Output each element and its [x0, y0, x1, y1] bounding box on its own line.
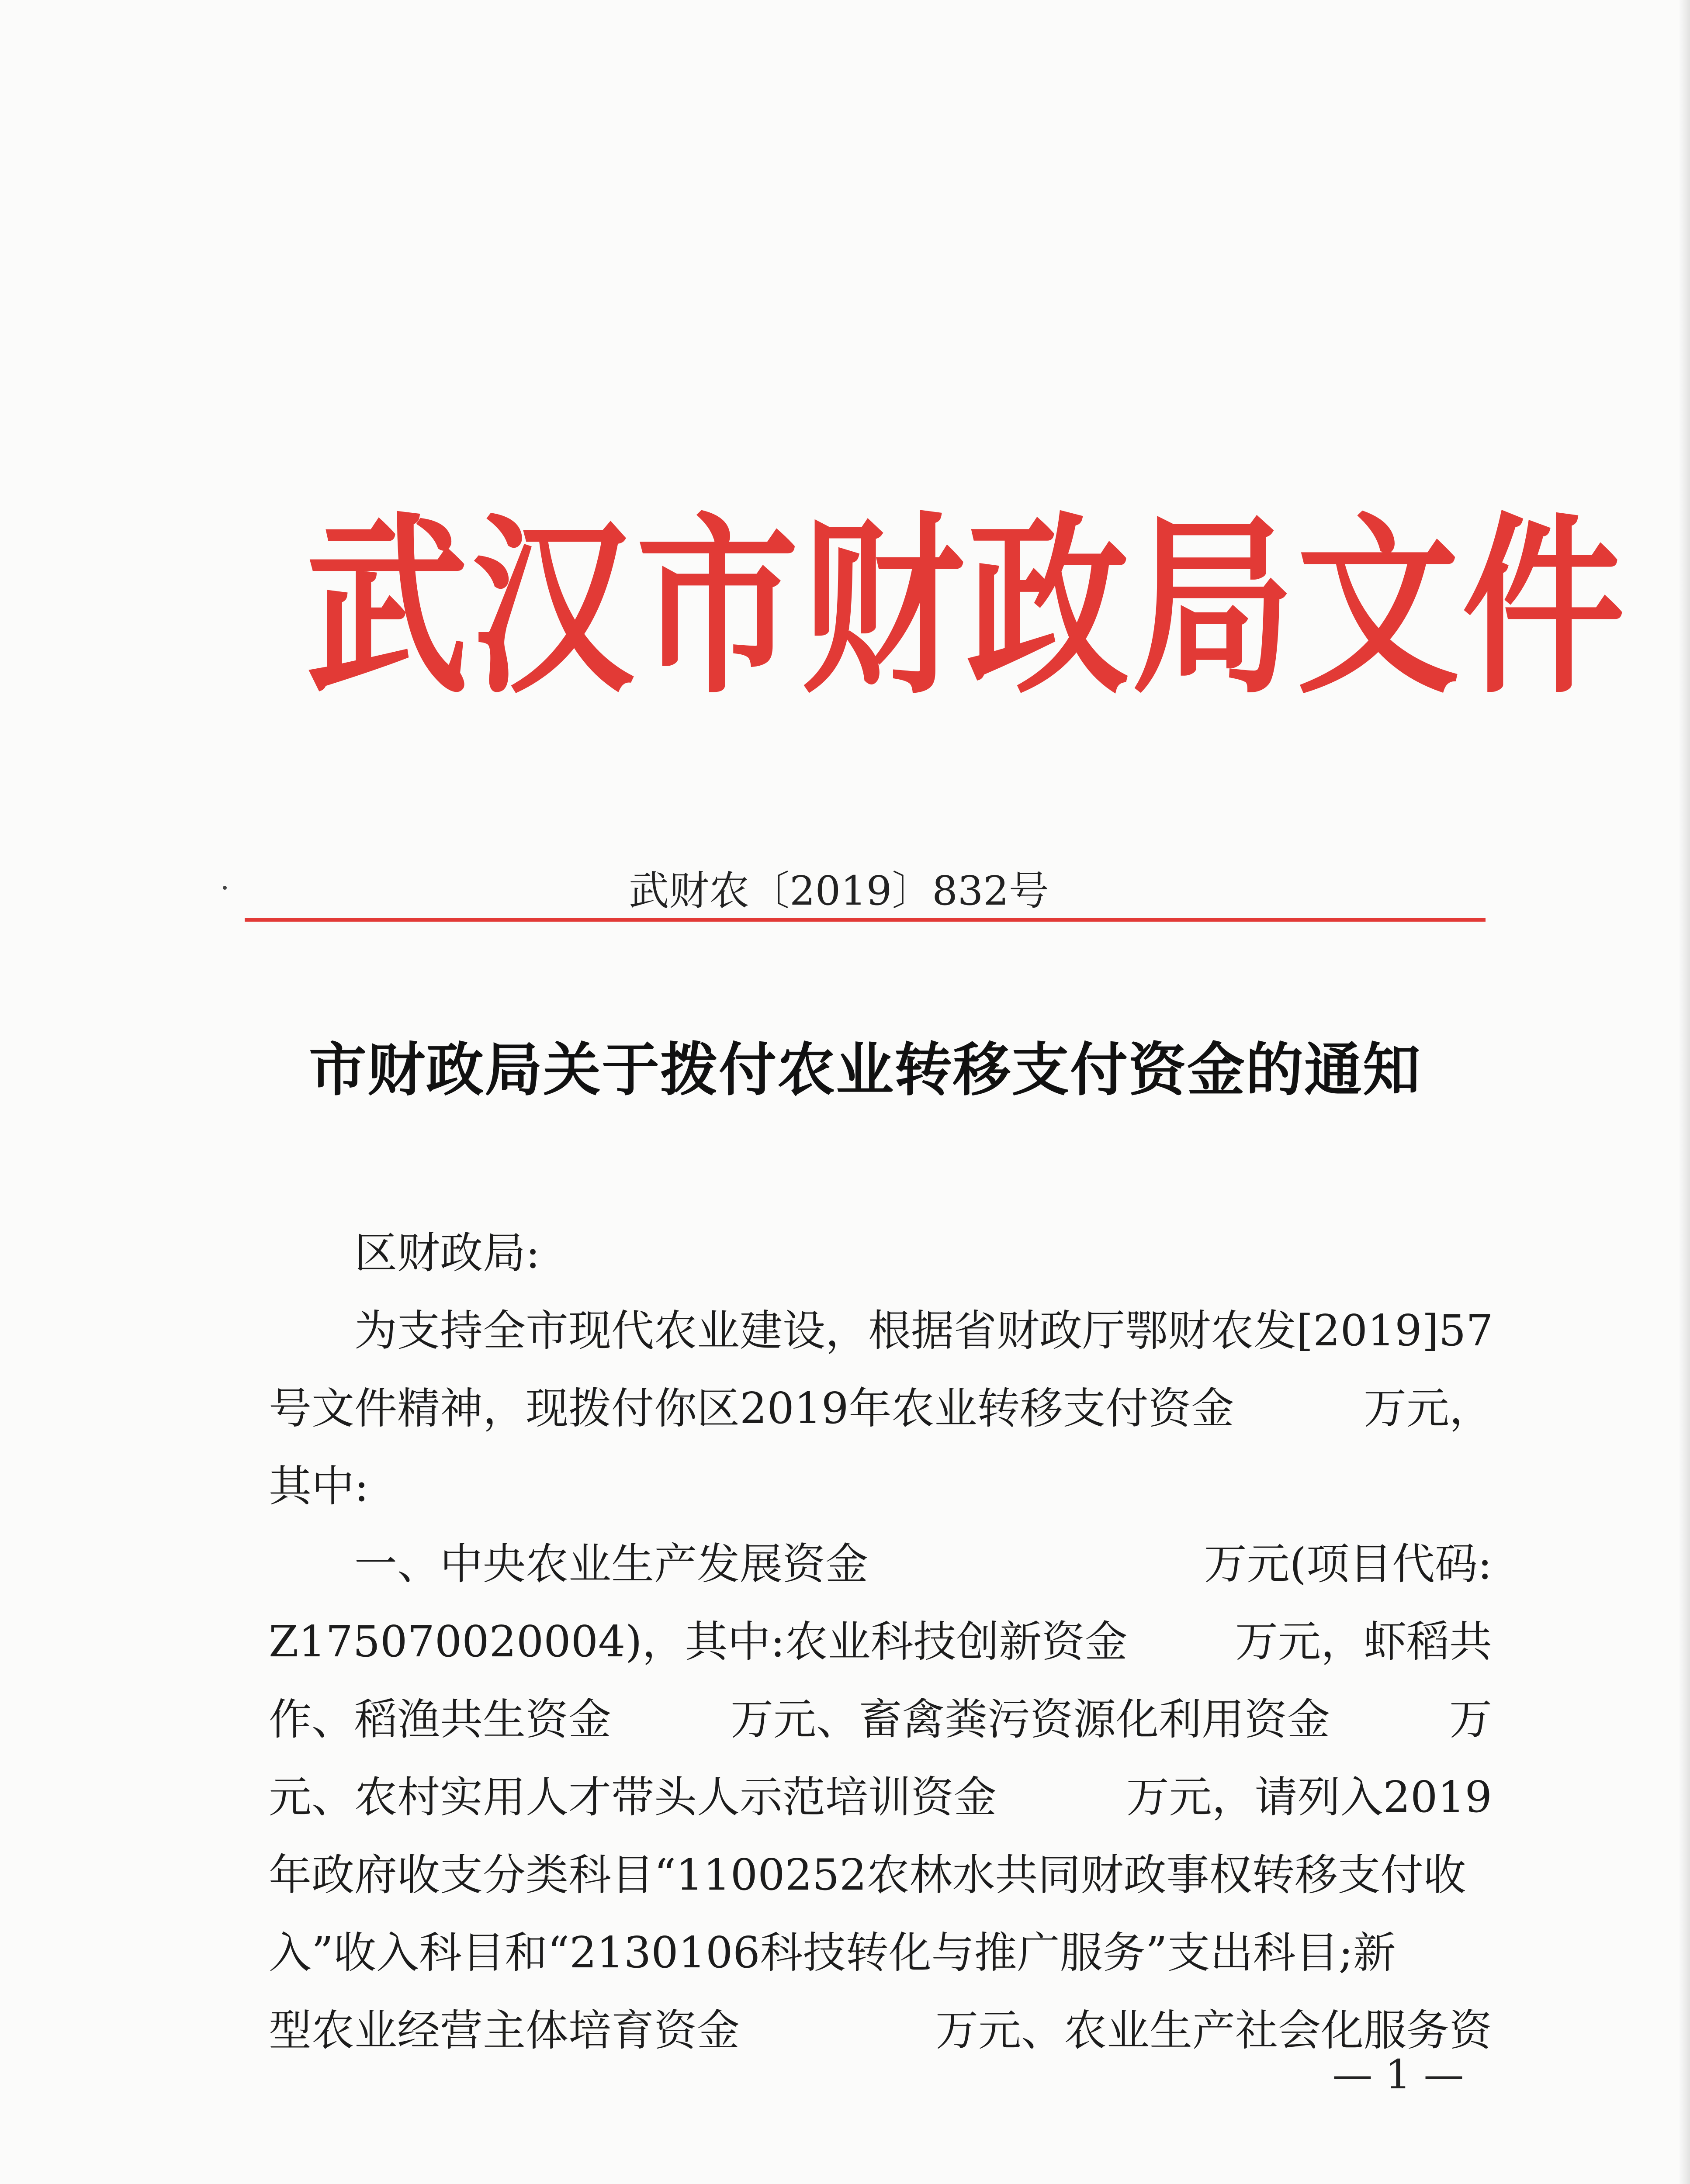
text-segment: 万	[1449, 1695, 1492, 1745]
text-segment: 元、农村实用人才带头人示范培训资金	[269, 1773, 997, 1822]
paragraph-line	[269, 1370, 1492, 1448]
text-segment: 万元，请列入2019	[1126, 1773, 1492, 1822]
text-segment: 为支持全市现代农业建设，根据省财政厅鄂财农发[2019]57	[354, 1306, 1493, 1356]
masthead-title: 武汉市财政局文件	[306, 494, 1627, 720]
text-segment: 型农业经营主体培育资金	[269, 2006, 740, 2056]
document-number: 武财农〔2019〕832号	[629, 867, 1049, 914]
text-segment: 号文件精神，现拨付你区2019年农业转移支付资金	[269, 1384, 1234, 1434]
text-segment: 入”收入科目和“2130106科技转化与推广服务”支出科目;新	[269, 1928, 1396, 1978]
paragraph-line	[269, 1759, 1492, 1836]
paragraph-line	[269, 1836, 1492, 1914]
paragraph-line	[269, 1448, 1492, 1525]
text-segment: 万元、畜禽粪污资源化利用资金	[730, 1695, 1330, 1745]
scan-dot	[223, 886, 227, 890]
text-segment: 作、稻渔共生资金	[269, 1695, 612, 1745]
text-segment: Z175070020004)，其中:农业科技创新资金	[269, 1617, 1128, 1667]
scan-edge-shadow	[1679, 0, 1690, 2184]
document-title: 市财政局关于拨付农业转移支付资金的通知	[309, 1037, 1421, 1104]
salutation-line	[269, 1214, 1492, 1292]
paragraph-line	[269, 1292, 1492, 1370]
paragraph-line	[269, 1914, 1492, 1992]
text-segment: 一、中央农业生产发展资金	[354, 1539, 869, 1589]
page-number: — 1 —	[1332, 2051, 1464, 2098]
text-segment: 其中:	[269, 1462, 369, 1511]
paragraph-line	[269, 1681, 1492, 1759]
text-segment: 万元、农业生产社会化服务资	[935, 2006, 1492, 2056]
text-segment: 万元(项目代码:	[1204, 1539, 1492, 1589]
text-segment: 万元，虾稻共	[1235, 1617, 1492, 1667]
text-segment: 万元，	[1363, 1384, 1492, 1434]
paragraph-line	[269, 1525, 1492, 1603]
red-divider-rule	[245, 918, 1486, 922]
document-body	[269, 1214, 1492, 2070]
text-segment: 年政府收支分类科目“1100252农林水共同财政事权转移支付收	[269, 1850, 1466, 1900]
paragraph-line	[269, 1603, 1492, 1681]
salutation: 区财政局:	[354, 1228, 540, 1278]
